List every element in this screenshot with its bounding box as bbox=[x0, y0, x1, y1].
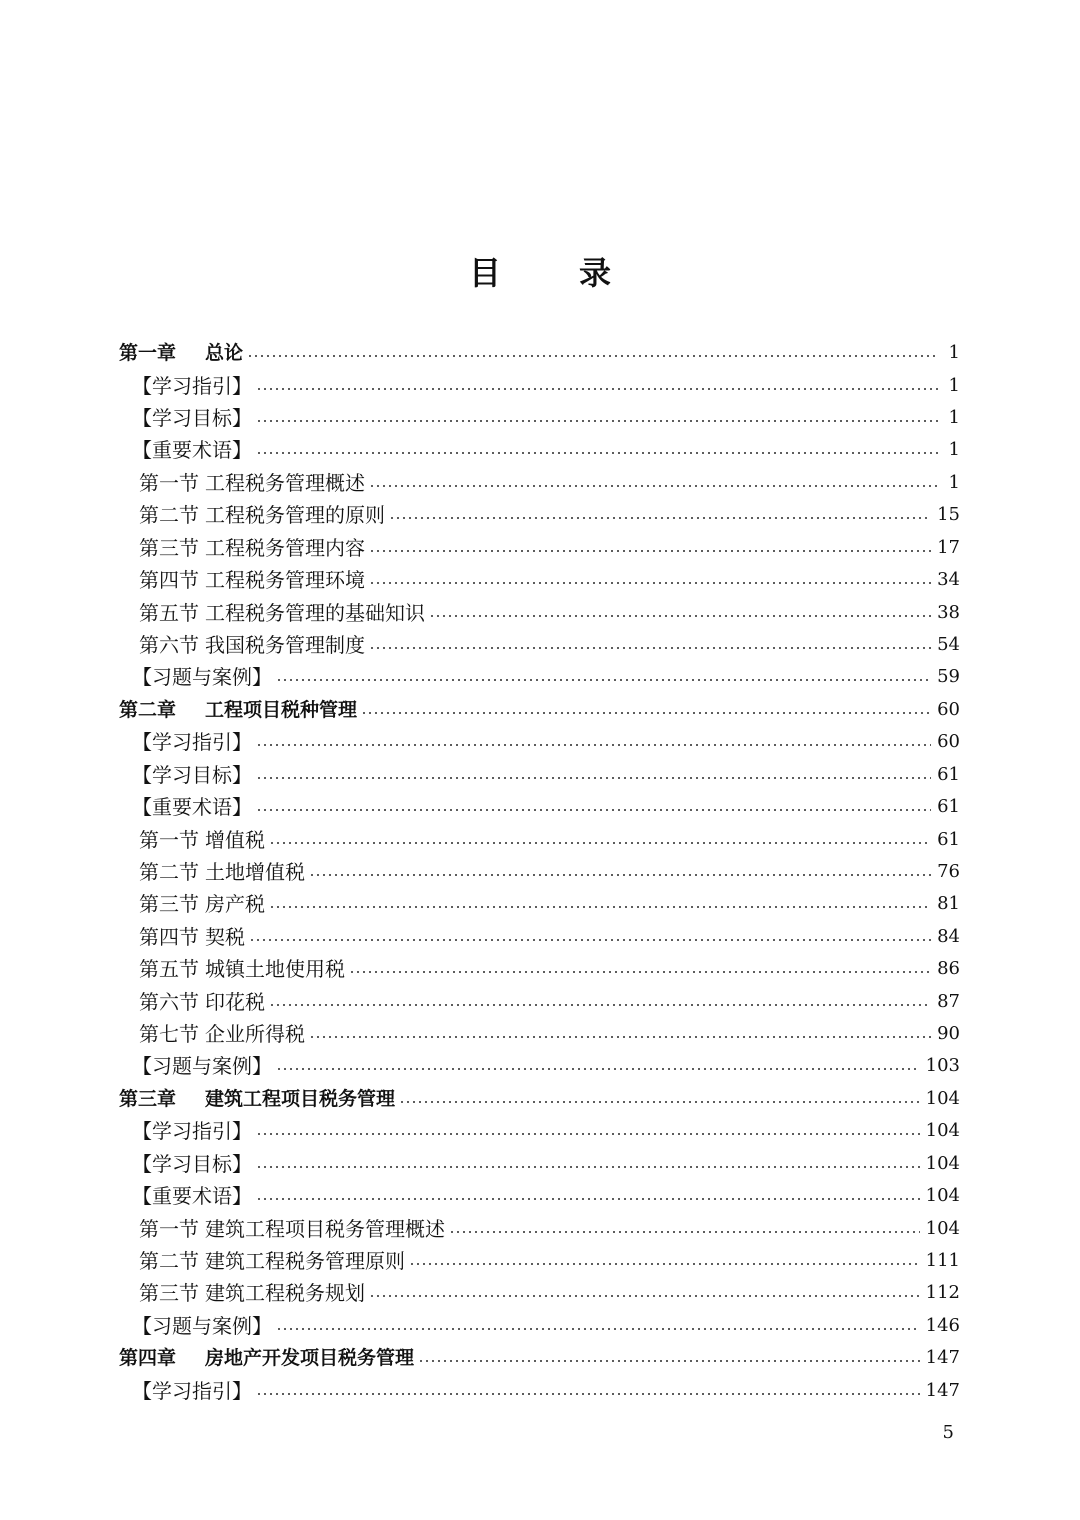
dot-leader bbox=[256, 452, 938, 454]
dot-leader bbox=[309, 1036, 931, 1038]
toc-entry-page: 84 bbox=[937, 925, 960, 947]
toc-entry-section[interactable] bbox=[0, 1245, 1080, 1277]
toc-entry-title: 【习题与案例】 bbox=[132, 1054, 272, 1079]
toc-entry-section[interactable] bbox=[0, 1277, 1080, 1309]
toc-entry-number: 第一节 bbox=[139, 1216, 199, 1241]
toc-entry-page: 87 bbox=[937, 990, 960, 1012]
toc-entry-page: 61 bbox=[937, 796, 960, 818]
toc-entry-label bbox=[139, 629, 365, 661]
toc-entry-label bbox=[139, 1277, 365, 1309]
toc-entry-sub[interactable] bbox=[0, 1180, 1080, 1212]
toc-entry-page: 1 bbox=[948, 374, 960, 396]
toc-entry-chapter[interactable] bbox=[0, 337, 1080, 369]
toc-entry-title: 印花税 bbox=[205, 989, 265, 1014]
toc-entry-label bbox=[139, 1213, 445, 1245]
dot-leader bbox=[409, 1263, 920, 1265]
toc-entry-title: 房产税 bbox=[205, 892, 265, 917]
toc-entry-section[interactable] bbox=[0, 596, 1080, 628]
toc-entry-page: 147 bbox=[925, 1347, 960, 1369]
toc-entry-title: 房地产开发项目税务管理 bbox=[205, 1347, 415, 1370]
toc-entry-number: 第一节 bbox=[139, 470, 199, 495]
toc-entry-title: 【重要术语】 bbox=[132, 1184, 252, 1209]
toc-entry-title: 【学习指引】 bbox=[132, 1119, 252, 1144]
toc-entry-sub[interactable] bbox=[0, 726, 1080, 758]
toc-entry-sub[interactable] bbox=[0, 402, 1080, 434]
toc-entry-label bbox=[132, 791, 252, 823]
toc-entry-label bbox=[119, 1083, 395, 1115]
toc-entry-number: 第二节 bbox=[139, 1249, 199, 1274]
toc-entry-title: 【学习指引】 bbox=[132, 373, 252, 398]
toc-title bbox=[0, 248, 1080, 294]
toc-entry-label bbox=[132, 402, 252, 434]
toc-entry-sub[interactable] bbox=[0, 1148, 1080, 1180]
toc-entry-number: 第五节 bbox=[139, 957, 199, 982]
toc-entry-section[interactable] bbox=[0, 888, 1080, 920]
toc-entry-page: 17 bbox=[937, 536, 960, 558]
toc-entry-number: 第二节 bbox=[139, 859, 199, 884]
dot-leader bbox=[256, 1393, 920, 1395]
toc-entry-number: 第三节 bbox=[139, 535, 199, 560]
toc-entry-title: 【重要术语】 bbox=[132, 438, 252, 463]
dot-leader bbox=[256, 1133, 920, 1135]
toc-entry-number: 第七节 bbox=[139, 1022, 199, 1047]
toc-entry-label bbox=[139, 953, 345, 985]
toc-entry-title: 契税 bbox=[205, 924, 245, 949]
toc-entry-label bbox=[139, 856, 305, 888]
toc-entry-sub[interactable] bbox=[0, 1310, 1080, 1342]
toc-entry-title: 建筑工程税务规划 bbox=[205, 1281, 365, 1306]
toc-entry-number: 第三章 bbox=[119, 1087, 177, 1110]
dot-leader bbox=[269, 906, 931, 908]
dot-leader bbox=[256, 420, 938, 422]
toc-entry-label bbox=[139, 888, 265, 920]
toc-entry-page: 103 bbox=[925, 1055, 960, 1077]
toc-entry-section[interactable] bbox=[0, 1212, 1080, 1244]
toc-entry-page: 1 bbox=[948, 439, 960, 461]
toc-list bbox=[0, 337, 1080, 1407]
dot-leader bbox=[369, 582, 931, 584]
toc-entry-section[interactable] bbox=[0, 921, 1080, 953]
toc-entry-label bbox=[132, 370, 252, 402]
toc-entry-section[interactable] bbox=[0, 532, 1080, 564]
dot-leader bbox=[256, 1166, 920, 1168]
dot-leader bbox=[369, 647, 931, 649]
dot-leader bbox=[369, 550, 931, 552]
toc-entry-label bbox=[119, 694, 357, 726]
toc-entry-number: 第四节 bbox=[139, 924, 199, 949]
toc-entry-title: 总论 bbox=[205, 342, 244, 365]
toc-entry-label bbox=[132, 1180, 252, 1212]
dot-leader bbox=[369, 485, 938, 487]
toc-entry-section[interactable] bbox=[0, 564, 1080, 596]
dot-leader bbox=[249, 939, 931, 941]
toc-entry-title: 【学习指引】 bbox=[132, 730, 252, 755]
toc-entry-label bbox=[132, 1148, 252, 1180]
toc-entry-sub[interactable] bbox=[0, 1375, 1080, 1407]
toc-entry-label bbox=[132, 759, 252, 791]
dot-leader bbox=[369, 1295, 920, 1297]
toc-entry-page: 61 bbox=[937, 763, 960, 785]
toc-entry-number: 第一节 bbox=[139, 827, 199, 852]
toc-entry-sub[interactable] bbox=[0, 1050, 1080, 1082]
toc-entry-label bbox=[132, 1115, 252, 1147]
toc-entry-number: 第六节 bbox=[139, 989, 199, 1014]
toc-entry-page: 86 bbox=[937, 958, 960, 980]
toc-entry-number: 第一章 bbox=[119, 342, 177, 365]
toc-entry-title: 【学习目标】 bbox=[132, 406, 252, 431]
toc-entry-sub[interactable] bbox=[0, 369, 1080, 401]
toc-entry-page: 59 bbox=[937, 666, 960, 688]
dot-leader bbox=[389, 517, 931, 519]
toc-entry-number: 第二章 bbox=[119, 698, 177, 721]
dot-leader bbox=[418, 1360, 920, 1362]
toc-title-char-2: 录 bbox=[579, 254, 612, 292]
toc-entry-section[interactable] bbox=[0, 1018, 1080, 1050]
toc-entry-section[interactable] bbox=[0, 629, 1080, 661]
toc-entry-label bbox=[139, 921, 245, 953]
dot-leader bbox=[256, 777, 931, 779]
page-number: 5 bbox=[942, 1422, 954, 1443]
toc-entry-page: 60 bbox=[937, 698, 960, 720]
dot-leader bbox=[269, 1004, 931, 1006]
dot-leader bbox=[256, 388, 938, 390]
toc-entry-label bbox=[132, 1050, 272, 1082]
toc-entry-chapter[interactable] bbox=[0, 694, 1080, 726]
toc-entry-number: 第六节 bbox=[139, 633, 199, 657]
toc-entry-page: 1 bbox=[948, 407, 960, 429]
toc-entry-label bbox=[139, 986, 265, 1018]
dot-leader bbox=[256, 744, 931, 746]
dot-leader bbox=[256, 809, 931, 811]
toc-entry-title: 增值税 bbox=[205, 827, 265, 852]
dot-leader bbox=[361, 712, 931, 714]
toc-title-char-1: 目 bbox=[468, 254, 501, 292]
toc-entry-page: 104 bbox=[925, 1120, 960, 1142]
toc-entry-number: 第三节 bbox=[139, 892, 199, 917]
toc-entry-number: 第五节 bbox=[139, 600, 199, 625]
toc-entry-page: 60 bbox=[937, 731, 960, 753]
toc-entry-title: 工程税务管理的基础知识 bbox=[205, 600, 425, 625]
toc-entry-page: 146 bbox=[925, 1314, 960, 1336]
toc-entry-title: 【重要术语】 bbox=[132, 795, 252, 820]
toc-entry-title: 【习题与案例】 bbox=[132, 1313, 272, 1338]
toc-entry-label bbox=[139, 824, 265, 856]
toc-entry-title: 我国税务管理制度 bbox=[205, 633, 365, 657]
toc-entry-section[interactable] bbox=[0, 823, 1080, 855]
toc-entry-page: 147 bbox=[925, 1379, 960, 1401]
toc-entry-title: 土地增值税 bbox=[205, 859, 305, 884]
toc-entry-page: 104 bbox=[925, 1185, 960, 1207]
toc-entry-label bbox=[132, 434, 252, 466]
toc-entry-label bbox=[139, 1245, 405, 1277]
toc-entry-label bbox=[139, 1018, 305, 1050]
toc-entry-label bbox=[139, 564, 365, 596]
dot-leader bbox=[449, 1231, 920, 1233]
toc-entry-page: 111 bbox=[925, 1250, 960, 1272]
toc-entry-sub[interactable] bbox=[0, 791, 1080, 823]
dot-leader bbox=[399, 1101, 920, 1103]
toc-entry-title: 工程税务管理的原则 bbox=[205, 503, 385, 528]
toc-entry-label bbox=[139, 467, 365, 499]
toc-entry-label bbox=[132, 1310, 272, 1342]
toc-entry-section[interactable] bbox=[0, 953, 1080, 985]
toc-entry-label bbox=[132, 726, 252, 758]
toc-entry-chapter[interactable] bbox=[0, 1342, 1080, 1374]
toc-entry-page: 112 bbox=[925, 1282, 960, 1304]
toc-entry-number: 第三节 bbox=[139, 1281, 199, 1306]
dot-leader bbox=[276, 1328, 920, 1330]
toc-entry-label bbox=[139, 597, 425, 629]
toc-entry-page: 104 bbox=[925, 1152, 960, 1174]
dot-leader bbox=[276, 679, 931, 681]
toc-entry-page: 90 bbox=[937, 1023, 960, 1045]
toc-entry-label bbox=[139, 532, 365, 564]
toc-entry-page: 1 bbox=[948, 342, 960, 364]
toc-entry-sub[interactable] bbox=[0, 661, 1080, 693]
toc-entry-page: 76 bbox=[937, 860, 960, 882]
dot-leader bbox=[349, 971, 931, 973]
toc-entry-title: 建筑工程税务管理原则 bbox=[205, 1249, 405, 1274]
dot-leader bbox=[309, 874, 931, 876]
toc-entry-page: 38 bbox=[937, 601, 960, 623]
toc-entry-section[interactable] bbox=[0, 467, 1080, 499]
toc-entry-title: 建筑工程项目税务管理 bbox=[205, 1087, 396, 1110]
toc-entry-sub[interactable] bbox=[0, 434, 1080, 466]
toc-entry-label bbox=[132, 661, 272, 693]
toc-entry-label bbox=[132, 1375, 252, 1407]
toc-entry-title: 工程项目税种管理 bbox=[205, 698, 358, 721]
dot-leader bbox=[256, 1198, 920, 1200]
toc-entry-page: 1 bbox=[948, 471, 960, 493]
toc-entry-title: 企业所得税 bbox=[205, 1022, 305, 1047]
toc-entry-page: 104 bbox=[925, 1087, 960, 1109]
toc-entry-label bbox=[139, 499, 385, 531]
toc-entry-title: 【学习目标】 bbox=[132, 762, 252, 787]
dot-leader bbox=[429, 615, 931, 617]
toc-entry-number: 第二节 bbox=[139, 503, 199, 528]
toc-entry-page: 61 bbox=[937, 828, 960, 850]
toc-entry-section[interactable] bbox=[0, 985, 1080, 1017]
toc-entry-section[interactable] bbox=[0, 856, 1080, 888]
toc-entry-chapter[interactable] bbox=[0, 1083, 1080, 1115]
toc-entry-label bbox=[119, 1342, 414, 1374]
toc-entry-title: 建筑工程项目税务管理概述 bbox=[205, 1216, 445, 1241]
dot-leader bbox=[276, 1068, 920, 1070]
toc-entry-page: 15 bbox=[937, 504, 960, 526]
toc-entry-label bbox=[119, 337, 243, 369]
dot-leader bbox=[269, 842, 931, 844]
toc-entry-page: 104 bbox=[925, 1217, 960, 1239]
toc-entry-page: 34 bbox=[937, 569, 960, 591]
toc-entry-title: 工程税务管理环境 bbox=[205, 568, 365, 593]
toc-entry-page: 81 bbox=[937, 893, 960, 915]
toc-entry-title: 城镇土地使用税 bbox=[205, 957, 345, 982]
toc-entry-title: 【学习目标】 bbox=[132, 1151, 252, 1176]
toc-entry-title: 【学习指引】 bbox=[132, 1378, 252, 1403]
toc-entry-page: 54 bbox=[937, 634, 960, 655]
toc-entry-title: 工程税务管理概述 bbox=[205, 470, 365, 495]
toc-entry-title: 【习题与案例】 bbox=[132, 665, 272, 690]
toc-entry-title: 工程税务管理内容 bbox=[205, 535, 365, 560]
toc-entry-sub[interactable] bbox=[0, 1115, 1080, 1147]
toc-entry-sub[interactable] bbox=[0, 758, 1080, 790]
dot-leader bbox=[247, 355, 938, 357]
toc-entry-number: 第四节 bbox=[139, 568, 199, 593]
toc-entry-number: 第四章 bbox=[119, 1347, 177, 1370]
toc-entry-section[interactable] bbox=[0, 499, 1080, 531]
